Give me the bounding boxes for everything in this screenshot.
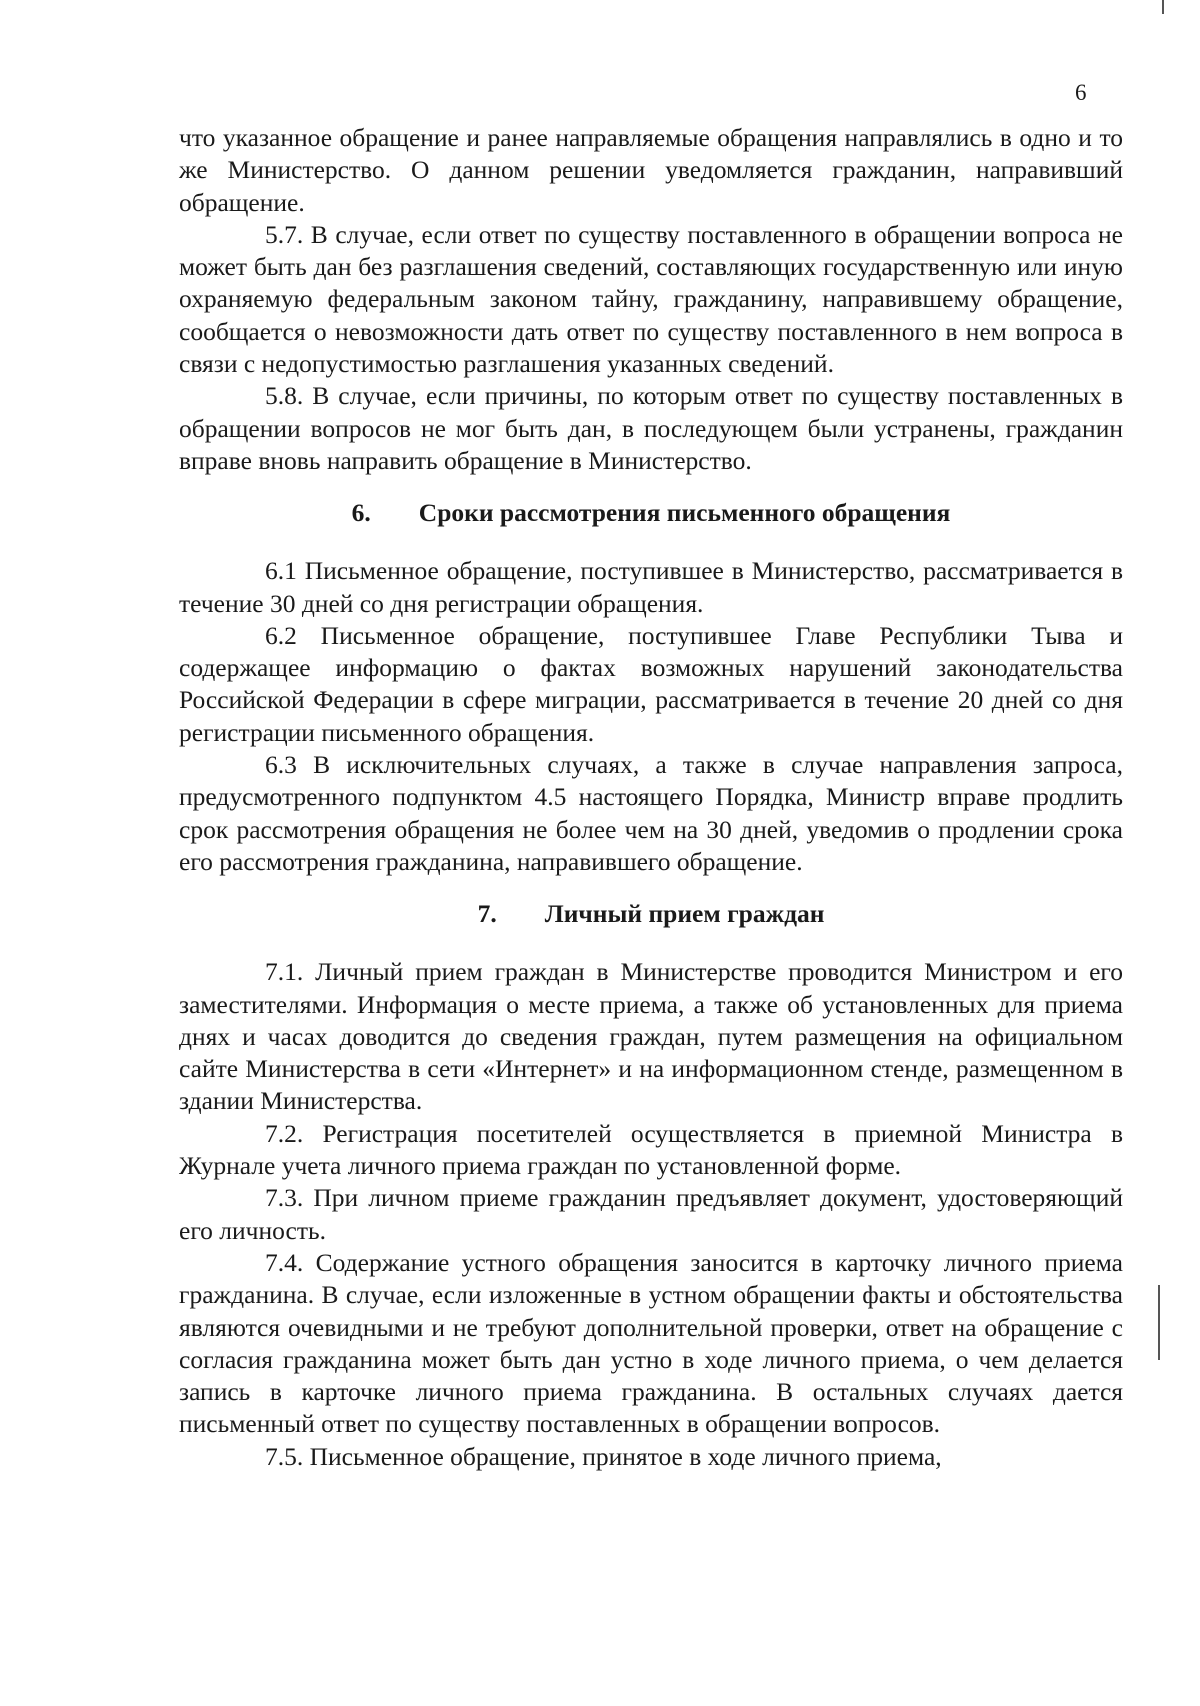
- paragraph-7-1: 7.1. Личный прием граждан в Министерстве проводится Министром и его заместителями. Информация о месте приема, а также об установленных для приема днях и часах доводится до сведения граждан, путем размещения на официальном сайте Министерства в сети «Интернет» и на информационном стенде, размещенном в здании Министерства.: [179, 957, 1123, 1116]
- document-body: [179, 122, 1123, 1473]
- paragraph-5-7: 5.7. В случае, если ответ по существу поставленного в обращении вопроса не может быть дан без разглашения сведений, составляющих государственную или иную охраняемую федеральным законом тайну, гражданину, направившему обращение, сообщается о невозможности дать ответ по существу поставленного в нем вопроса в связи с недопустимостью разглашения указанных сведений.: [179, 219, 1123, 379]
- paragraph-7-3: 7.3. При личном приеме гражданин предъявляет документ, удостоверяющий его личность.: [179, 1183, 1123, 1245]
- page-number: 6: [1075, 80, 1087, 105]
- scan-edge-mark-top: [1162, 0, 1164, 14]
- section-6-heading: [179, 497, 1123, 529]
- section-6-title: Сроки рассмотрения письменного обращения: [418, 498, 951, 528]
- section-7-number: 7.: [477, 899, 497, 929]
- section-6-number: 6.: [351, 498, 371, 528]
- paragraph-6-1: 6.1 Письменное обращение, поступившее в Министерство, рассматривается в течение 30 дней со дня регистрации обращения.: [179, 556, 1123, 618]
- section-7-title: Личный прием граждан: [544, 899, 825, 929]
- paragraph-6-3: 6.3 В исключительных случаях, а также в случае направления запроса, предусмотренного подпунктом 4.5 настоящего Порядка, Министр вправе продлить срок рассмотрения обращения не более чем на 30 дней, уведомив о продлении срока его рассмотрения гражданина, направившего обращение.: [179, 750, 1123, 876]
- paragraph-6-2: 6.2 Письменное обращение, поступившее Главе Республики Тыва и содержащее информацию о фактах возможных нарушений законодательства Российской Федерации в сфере миграции, рассматривается в течение 20 дней со дня регистрации письменного обращения.: [179, 620, 1123, 747]
- section-7-heading: [179, 898, 1123, 930]
- scan-edge-mark-right: [1158, 1285, 1160, 1360]
- paragraph-7-5: 7.5. Письменное обращение, принятое в ходе личного приема,: [265, 1441, 942, 1471]
- paragraph-5-8: 5.8. В случае, если причины, по которым ответ по существу поставленных в обращении вопросов не мог быть дан, в последующем были устранены, гражданин вправе вновь направить обращение в Министерство.: [179, 381, 1123, 475]
- paragraph-continuation: что указанное обращение и ранее направляемые обращения направлялись в одно и то же Министерство. О данном решении уведомляется гражданин, направивший обращение.: [179, 123, 1123, 217]
- paragraph-7-2: 7.2. Регистрация посетителей осуществляется в приемной Министра в Журнале учета личного приема граждан по установленной форме.: [179, 1118, 1123, 1181]
- paragraph-7-4: 7.4. Содержание устного обращения заносится в карточку личного приема гражданина. В случае, если изложенные в устном обращении факты и обстоятельства являются очевидными и не требуют дополнительной проверки, ответ на обращение с согласия гражданина может быть дан устно в ходе личного приема, о чем делается запись в карточке личного приема гражданина. В остальных случаях дается письменный ответ по существу поставленных в обращении вопросов.: [179, 1247, 1123, 1439]
